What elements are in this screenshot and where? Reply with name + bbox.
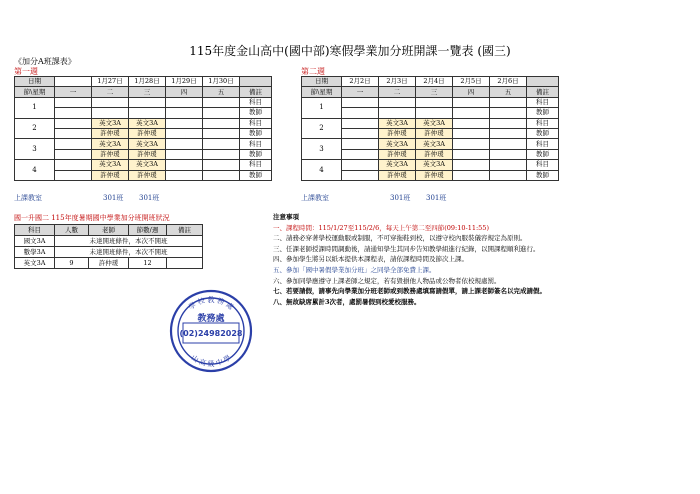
teacher-label-cell: 教師: [527, 149, 559, 159]
classroom-label: 上課教室: [14, 194, 42, 202]
stamp-bottom-text: 山 高 級 中 學: [189, 353, 233, 368]
remark-header: 備註: [240, 87, 272, 97]
stamp-phone: (02)24982028: [179, 329, 243, 338]
svg-text:學 校 教 務 處: [187, 295, 235, 311]
teacher-cell: [203, 128, 240, 138]
classroom-week1-tue: 301班: [103, 194, 124, 202]
subject-cell: [490, 160, 527, 170]
teacher-label-cell: 教師: [240, 149, 272, 159]
subject-row: [302, 118, 559, 128]
subject-label-cell: 科目: [240, 139, 272, 149]
teacher-cell: [416, 108, 453, 118]
subject-cell: [453, 139, 490, 149]
subject-cell: 英文3A: [92, 118, 129, 128]
period-header: 節\星期: [302, 87, 342, 97]
subject-cell: [453, 160, 490, 170]
teacher-cell: [490, 128, 527, 138]
week2-schedule: [301, 76, 559, 181]
remark-header: 備註: [527, 87, 559, 97]
teacher-cell: [92, 108, 129, 118]
subject-row: [15, 139, 272, 149]
summer-cell: [167, 258, 203, 269]
teacher-cell: 許仲瑗: [129, 170, 166, 180]
teacher-cell: [453, 149, 490, 159]
date-row: [302, 77, 559, 87]
summer-note: 未達開班條件，本次不開班: [55, 236, 203, 247]
teacher-cell: 許仲瑗: [379, 170, 416, 180]
date-cell: 2月6日: [490, 77, 527, 87]
teacher-cell: [490, 170, 527, 180]
date-cell: 2月2日: [342, 77, 379, 87]
summer-header-cell: 備註: [167, 225, 203, 236]
weekday-row: [302, 87, 559, 97]
note-item: 五、參加「國中暑假學業加分班」之同學全部免費上課。: [273, 265, 436, 274]
summer-cell: 12: [129, 258, 167, 269]
date-cell: 2月4日: [416, 77, 453, 87]
week1-schedule: [14, 76, 272, 181]
note-item: 一、課程時間：115/1/27至115/2/6，每天上午第二至四節(09:10-11:55): [273, 223, 489, 232]
period-number: 2: [302, 118, 342, 139]
teacher-label-cell: 教師: [240, 108, 272, 118]
weekday-cell: 四: [453, 87, 490, 97]
date-header: 日期: [15, 77, 55, 87]
teacher-label-cell: 教師: [240, 128, 272, 138]
summer-header-cell: 老師: [89, 225, 129, 236]
notes: [273, 212, 546, 307]
subject-row: [302, 160, 559, 170]
stamp-center-text: 教務處: [197, 314, 225, 324]
summer-row: [15, 247, 203, 258]
subject-cell: 英文3A: [92, 139, 129, 149]
subject-cell: 英文3A: [379, 118, 416, 128]
weekday-cell: 一: [342, 87, 379, 97]
week1-label: 第一週: [14, 67, 38, 76]
subject-cell: [203, 118, 240, 128]
period-number: 2: [15, 118, 55, 139]
notes-list: [273, 223, 546, 308]
summer-note: 未達開班條件，本次不開班: [55, 247, 203, 258]
date-cell: 2月5日: [453, 77, 490, 87]
subject-label-cell: 科目: [527, 97, 559, 107]
weekday-cell: 三: [416, 87, 453, 97]
date-cell: 2月3日: [379, 77, 416, 87]
teacher-cell: 許仲瑗: [379, 149, 416, 159]
teacher-cell: 許仲瑗: [416, 128, 453, 138]
subject-cell: [166, 97, 203, 107]
subject-cell: [166, 139, 203, 149]
period-number: 1: [302, 97, 342, 118]
summer-table: [14, 224, 203, 269]
teacher-cell: [129, 108, 166, 118]
teacher-cell: 許仲瑗: [92, 149, 129, 159]
subject-cell: 英文3A: [92, 160, 129, 170]
week2-label: 第二週: [301, 67, 325, 76]
week1-table: [14, 76, 272, 181]
teacher-cell: [166, 170, 203, 180]
date-blank: [240, 77, 272, 87]
teacher-cell: 許仲瑗: [129, 149, 166, 159]
classroom-label: 上課教室: [301, 194, 329, 202]
period-number: 4: [15, 160, 55, 181]
date-cell: [55, 77, 92, 87]
summer-cell: 英文3A: [15, 258, 55, 269]
stamp-top-text: 學 校 教 務 處: [187, 296, 235, 312]
summer-subject: 數學3A: [15, 247, 55, 258]
subject-cell: [55, 160, 92, 170]
weekday-cell: 五: [203, 87, 240, 97]
teacher-cell: [203, 108, 240, 118]
period-header: 節\星期: [15, 87, 55, 97]
subject-cell: [92, 97, 129, 107]
teacher-cell: 許仲瑗: [92, 170, 129, 180]
date-cell: 1月30日: [203, 77, 240, 87]
subject-row: [15, 160, 272, 170]
subject-cell: [490, 118, 527, 128]
note-item: 二、請務必穿著學校運動服或制服，不可穿拖鞋到校，以遵守校內服裝儀容規定為原則。: [273, 234, 527, 243]
subject-cell: 英文3A: [379, 160, 416, 170]
teacher-cell: [342, 128, 379, 138]
svg-text:山 高 級 中 學: [190, 353, 233, 368]
teacher-cell: [490, 149, 527, 159]
teacher-cell: 許仲瑗: [416, 149, 453, 159]
subject-cell: [203, 139, 240, 149]
note-item: 八、無故缺席累計3次者，處罰暑假到校愛校服務。: [273, 297, 421, 306]
summer-cell: 9: [55, 258, 89, 269]
subject-cell: [166, 118, 203, 128]
weekday-cell: 四: [166, 87, 203, 97]
subject-cell: 英文3A: [129, 160, 166, 170]
subject-label-cell: 科目: [527, 118, 559, 128]
summer-cell: 許仲瑗: [89, 258, 129, 269]
weekday-cell: 五: [490, 87, 527, 97]
teacher-cell: 許仲瑗: [416, 170, 453, 180]
date-cell: 1月29日: [166, 77, 203, 87]
date-header: 日期: [302, 77, 342, 87]
week2-table: [301, 76, 559, 181]
subject-label-cell: 科目: [240, 160, 272, 170]
subject-cell: [342, 97, 379, 107]
subject-cell: 英文3A: [416, 139, 453, 149]
subject-cell: [166, 160, 203, 170]
weekday-row: [15, 87, 272, 97]
summer-title: 國一升國二 115年度暑期國中學業加分班開班狀況: [14, 214, 170, 222]
note-item: 七、若要請假，請事先向學業加分班老師或到教務處填寫請假單，請上課老師簽名以完成請假。: [273, 287, 546, 296]
notes-title: 注意事項: [273, 213, 299, 221]
subject-label-cell: 科目: [240, 118, 272, 128]
school-seal-stamp: [168, 288, 254, 374]
teacher-cell: [55, 170, 92, 180]
subject-cell: 英文3A: [129, 139, 166, 149]
summer-header-cell: 科目: [15, 225, 55, 236]
subject-label-cell: 科目: [527, 160, 559, 170]
teacher-cell: [453, 128, 490, 138]
date-cell: 1月27日: [92, 77, 129, 87]
subject-cell: [342, 160, 379, 170]
note-item: 三、任課老師授課時間調動後，請通知學生其同步告知教學組進行紀錄，以開課程順利進行。: [273, 244, 540, 253]
summer-header-cell: 節數/週: [129, 225, 167, 236]
subject-cell: [490, 97, 527, 107]
teacher-cell: [166, 128, 203, 138]
teacher-cell: [203, 149, 240, 159]
teacher-cell: [55, 128, 92, 138]
subject-cell: [342, 118, 379, 128]
subject-cell: [490, 139, 527, 149]
period-number: 3: [15, 139, 55, 160]
subject-cell: 英文3A: [129, 118, 166, 128]
teacher-cell: [166, 149, 203, 159]
subject-cell: [203, 97, 240, 107]
note-item: 六、參加同學應遵守上課老師之規定，若有毀損他人物品或公物者依校規處罰。: [273, 276, 501, 285]
subject-label-cell: 科目: [527, 139, 559, 149]
weekday-cell: 二: [92, 87, 129, 97]
period-number: 4: [302, 160, 342, 181]
summer-header-row: [15, 225, 203, 236]
summer-header-cell: 人數: [55, 225, 89, 236]
weekday-cell: 二: [379, 87, 416, 97]
teacher-cell: [342, 149, 379, 159]
subject-label-cell: 科目: [240, 97, 272, 107]
teacher-cell: 許仲瑗: [379, 128, 416, 138]
subject-row: [302, 139, 559, 149]
weekday-cell: 三: [129, 87, 166, 97]
summer-row: [15, 236, 203, 247]
subject-cell: [55, 139, 92, 149]
teacher-cell: [342, 108, 379, 118]
teacher-label-cell: 教師: [240, 170, 272, 180]
subject-cell: [55, 97, 92, 107]
period-number: 1: [15, 97, 55, 118]
subject-cell: 英文3A: [379, 139, 416, 149]
teacher-cell: [55, 108, 92, 118]
teacher-label-cell: 教師: [527, 128, 559, 138]
date-row: [15, 77, 272, 87]
teacher-cell: [453, 170, 490, 180]
subject-cell: [342, 139, 379, 149]
classroom-week2-wed: 301班: [426, 194, 447, 202]
teacher-cell: [453, 108, 490, 118]
section-label: 《加分A班課表》: [14, 57, 76, 66]
teacher-cell: [166, 108, 203, 118]
period-number: 3: [302, 139, 342, 160]
classroom-week1-wed: 301班: [139, 194, 160, 202]
note-item: 四、參加學生將另以紙本提供本課程表，請依課程時間及節次上課。: [273, 255, 468, 264]
teacher-cell: 許仲瑗: [92, 128, 129, 138]
summer-row: [15, 258, 203, 269]
teacher-cell: [203, 170, 240, 180]
teacher-label-cell: 教師: [527, 108, 559, 118]
page-title: 115年度金山高中(國中部)寒假學業加分班開課一覽表 (國三): [189, 44, 511, 58]
date-cell: 1月28日: [129, 77, 166, 87]
teacher-cell: [490, 108, 527, 118]
subject-row: [15, 97, 272, 107]
summer-section: [14, 224, 203, 269]
subject-cell: [379, 97, 416, 107]
subject-row: [302, 97, 559, 107]
subject-cell: [55, 118, 92, 128]
subject-cell: [416, 97, 453, 107]
classroom-week2-tue: 301班: [390, 194, 411, 202]
subject-cell: [453, 97, 490, 107]
subject-cell: [453, 118, 490, 128]
date-blank: [527, 77, 559, 87]
summer-subject: 國文3A: [15, 236, 55, 247]
weekday-cell: 一: [55, 87, 92, 97]
subject-cell: [203, 160, 240, 170]
teacher-cell: 許仲瑗: [129, 128, 166, 138]
subject-row: [15, 118, 272, 128]
teacher-cell: [55, 149, 92, 159]
teacher-cell: [342, 170, 379, 180]
subject-cell: [129, 97, 166, 107]
subject-cell: 英文3A: [416, 118, 453, 128]
subject-cell: 英文3A: [416, 160, 453, 170]
teacher-label-cell: 教師: [527, 170, 559, 180]
teacher-cell: [379, 108, 416, 118]
